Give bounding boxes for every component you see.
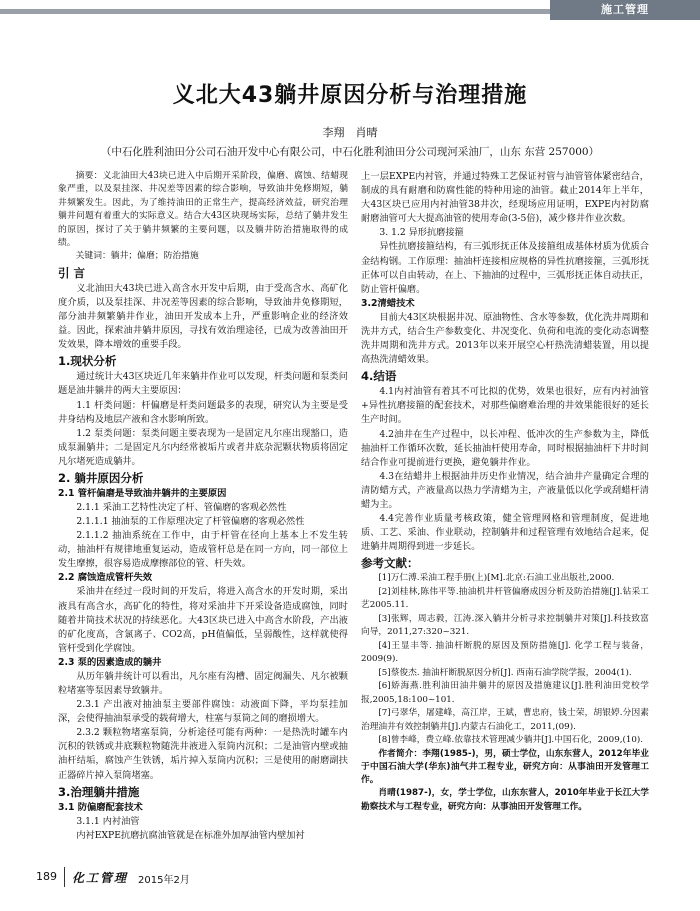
author-bio: 作者简介：李翔(1985-)，男，硕士学位，山东东营人，2012年毕业于中国石油大学(华东)油气井工程专业，研究方向：从事油田开发管理工作。 (361, 748, 649, 786)
body-paragraph: 从历年躺井统计可以看出，凡尔座有沟槽、固定阀漏失、凡尔被颗粒堵塞等泵因素导致躺井。 (58, 670, 348, 696)
body-paragraph: 上一层EXPE内衬管，并通过特殊工艺保证衬管与油管管体紧密结合，制成的具有耐磨和防腐性能的特种用途的油管。截止2014年上半年，大43区块已应用内衬油管38井次，经现场应用证明，EXPE内衬防腐耐磨油管可大大提高油管的使用寿命(3-5倍)，减少修井作业次数。 (361, 171, 649, 225)
section-heading: 2.3 泵的因素造成的躺井 (58, 656, 162, 668)
issue-date: 2015年2月 (138, 875, 190, 886)
section-heading: 2. 躺井原因分析 (58, 470, 144, 485)
keywords: 关键词：躺井；偏磨；防治措施 (75, 251, 199, 262)
body-paragraph: 通过统计大43区块近几年来躺井作业可以发现，杆类问题和泵类问题是油井躺井的两大主要原因： (58, 371, 348, 397)
section-heading: 3.治理躺井措施 (58, 784, 140, 799)
section-heading: 1.现状分析 (58, 354, 117, 369)
page-footer (0, 863, 700, 893)
reference-item: [4]王显丰等. 抽油杆断脱的原因及预防措施[J]. 化学工程与装备，2009(9). (361, 640, 649, 665)
body-paragraph: 2.1.1.1 抽油泵的工作原理决定了杆管偏磨的客观必然性 (76, 516, 305, 528)
body-paragraph: 2.1.1 采油工艺特性决定了杆、管偏磨的客观必然性 (76, 501, 287, 513)
page-number: 189 (36, 870, 57, 883)
author-bio: 肖晴(1987-)，女，学士学位，山东东营人，2010年毕业于长江大学勘察技术与工程专业，研究方向：从事油田开发管理工作。 (361, 788, 649, 812)
section-heading: 2.1 管杆偏磨是导致油井躺井的主要原因 (58, 487, 227, 499)
left-column (58, 170, 348, 843)
article-affiliation: （中石化胜利油田分公司石油开发中心有限公司，中石化胜利油田分公司现河采油厂，山东 东营 257000） (100, 146, 600, 158)
section-heading: 引 言 (58, 265, 86, 280)
body-paragraph: 内衬EXPE抗磨抗腐油管就是在标准外加厚油管内壁加衬 (76, 829, 305, 841)
article-title: 义北大43躺井原因分析与治理措施 (172, 83, 528, 108)
body-paragraph: 采油井在经过一段时间的开发后，将进入高含水的开发时期，采出液具有高含水，高矿化的特性，将对采油井下开采设备造成腐蚀，同时随着井筒技术状况的持续恶化。大43区块已进入中高含水阶段，产出液的矿化度高，含氯离子、CO2高，pH值偏低，呈弱酸性，这样就使得管杆受到化学腐蚀。 (58, 586, 348, 654)
reference-item: [5]蔡俊杰. 抽油杆断脱原因分析[J]. 西南石油学院学报，2004(1). (378, 667, 632, 678)
body-paragraph: 义北油田大43块已进入高含水开发中后期，由于受高含水、高矿化度介质，以及泵挂深、井况差等因素的综合影响，导致油井免修期短，部分油井频繁躺井作业，油田开发成本上升，严重影响企业的经济效益。因此，探索油井躺井原因，寻找有效治理途径，已成为改善油田开发效果，降本增效的重要手段。 (58, 282, 348, 351)
footer-divider (64, 867, 65, 887)
reference-item: [8]曾李峰，费立峰.依靠技术管理减少躺井[J].中国石化，2009,(10). (378, 735, 644, 746)
section-heading: 3.2清蜡技术 (361, 297, 415, 309)
body-paragraph: 4.2油井在生产过程中，以长冲程、低冲次的生产参数为主，降低抽油杆工作循环次数，延长抽油杆使用寿命，同时根据抽油杆下井时间结合作业可提前进行更换，避免躺井作业。 (361, 428, 649, 468)
body-paragraph: 4.1内衬油管有着其不可比拟的优势，效果也很好，应有内衬油管+异性抗磨接箍的配套技术，对那些偏磨难治理的井效果能很好的延长生产时间。 (361, 386, 649, 426)
body-paragraph: 2.3.1 产出液对抽油泵主要部件腐蚀：动液面下降，平均泵挂加深，会使得抽油泵承受的载荷增大，柱塞与泵筒之间的磨损增大。 (58, 699, 348, 725)
reference-item: [1]万仁溥.采油工程手册(上)[M].北京:石油工业出版社,2000. (378, 573, 615, 584)
section-tab: 施工管理 (550, 0, 700, 20)
body-paragraph: 异性抗磨接箍结构，有三弧形抚正体及接箍组成基体材质为优质合金结构钢。工作原理：抽油杆连接相应规格的异性抗磨接箍，三弧形抚正体可以自由转动，在上、下抽油的过程中，三弧形抚正体自动扶正，防止管杆偏磨。 (361, 241, 649, 295)
body-paragraph: 3. 1.2 异形抗磨接箍 (379, 227, 464, 239)
section-heading: 2.2 腐蚀造成管杆失效 (58, 572, 153, 584)
reference-item: [3]张辉，周志毅，江涛.深入躺井分析寻求控制躺井对策[J].科技致富向导，2011,27:320~321. (361, 613, 649, 638)
article-authors: 李翔 肖晴 (322, 126, 378, 139)
section-header-bar (0, 0, 700, 20)
reference-item: [6]娇海燕.胜利油田油井躺井的原因及措施建议[J].胜利油田党校学报,2005,18:100~101. (361, 681, 649, 705)
reference-item: [7]弓翠华，屠建峰，高江岸，王斌，曹忠府，钱士荣，胡银婷.分因素治理油井有效控制躺井[J].内蒙古石油化工，2011,(09). (361, 708, 649, 732)
body-paragraph: 4.4完善作业质量考核政策，健全管理网格和管理制度，促进地质、工艺、采油、作业联动，控制躺井和过程管理有效地结合起来，促进躺井周期得到进一步延长。 (361, 513, 649, 553)
abstract: 摘要：义北油田大43块已进入中后期开采阶段，偏磨、腐蚀、结蜡现象严重，以及泵挂深、井况差等因素的综合影响，导致油井免修期短，躺井频繁发生。因此，为了维持油田的正常生产，提高经济效益，研究治理躺井问题有着重大的实际意义。结合大43区块现场实际，总结了躺井发生的原因，探讨了关于躺井频繁的主要问题，以及躺井防治措施取得的成绩。 (58, 171, 348, 249)
body-paragraph: 1.1 杆类问题：杆偏磨是杆类问题最多的表现，研究认为主要是受井身结构及地层产液和含水影响所致。 (58, 399, 348, 425)
magazine-name: 化工管理 (72, 871, 129, 885)
body-paragraph: 1.2 泵类问题：泵类问题主要表现为一是固定凡尔座出现豁口，造成泵漏躺井；二是固定凡尔内经常被垢片或者井底杂泥颗状物质将固定凡尔堵死造成躺井。 (58, 427, 348, 467)
body-paragraph: 2.1.1.2 抽油系统在工作中，由于杆管在径向上基本上不发生转动，抽油杆有规律地重复运动，造成管杆总是在同一方向，同一部位上发生摩擦，很容易造成摩擦部位的管、杆失效。 (58, 530, 348, 570)
reference-item: [2]刘桂林,陈伟平等.抽油机井杆管偏磨成因分析及防治措施[J].钻采工艺2005.11. (361, 586, 649, 611)
body-paragraph: 4.3在结蜡井上根据油井历史作业情况，结合油井产量确定合理的清防蜡方式，产液量高以热力学清蜡为主，产液量低以化学或刮蜡杆清蜡为主。 (361, 470, 649, 510)
body-paragraph: 目前大43区块根据井况、原油物性、含水等参数，优化洗井周期和洗井方式，结合生产参数变化、井况变化、负荷和电流的变化动态调整洗井周期和洗井方式。2013年以来开展空心杆热洗清蜡装置，用以提高热洗清蜡效果。 (361, 311, 649, 366)
body-paragraph: 3.1.1 内衬油管 (76, 815, 140, 827)
section-heading: 参考文献： (361, 556, 419, 571)
section-heading: 4.结语 (361, 369, 397, 384)
section-heading: 3.1 防偏磨配套技术 (58, 801, 143, 813)
right-column (361, 170, 649, 814)
body-paragraph: 2.3.2 颗粒物堵塞泵筒，分析途径可能有两种：一是热洗时罐车内沉积的铁锈或井底颗粒物随洗井液进入泵筒内沉积；二是油管内壁或抽油杆结垢，腐蚀产生铁锈，垢片掉入泵筒内沉积；三是使用的耐磨副扶正器碎片掉入泵筒堵塞。 (58, 727, 348, 781)
